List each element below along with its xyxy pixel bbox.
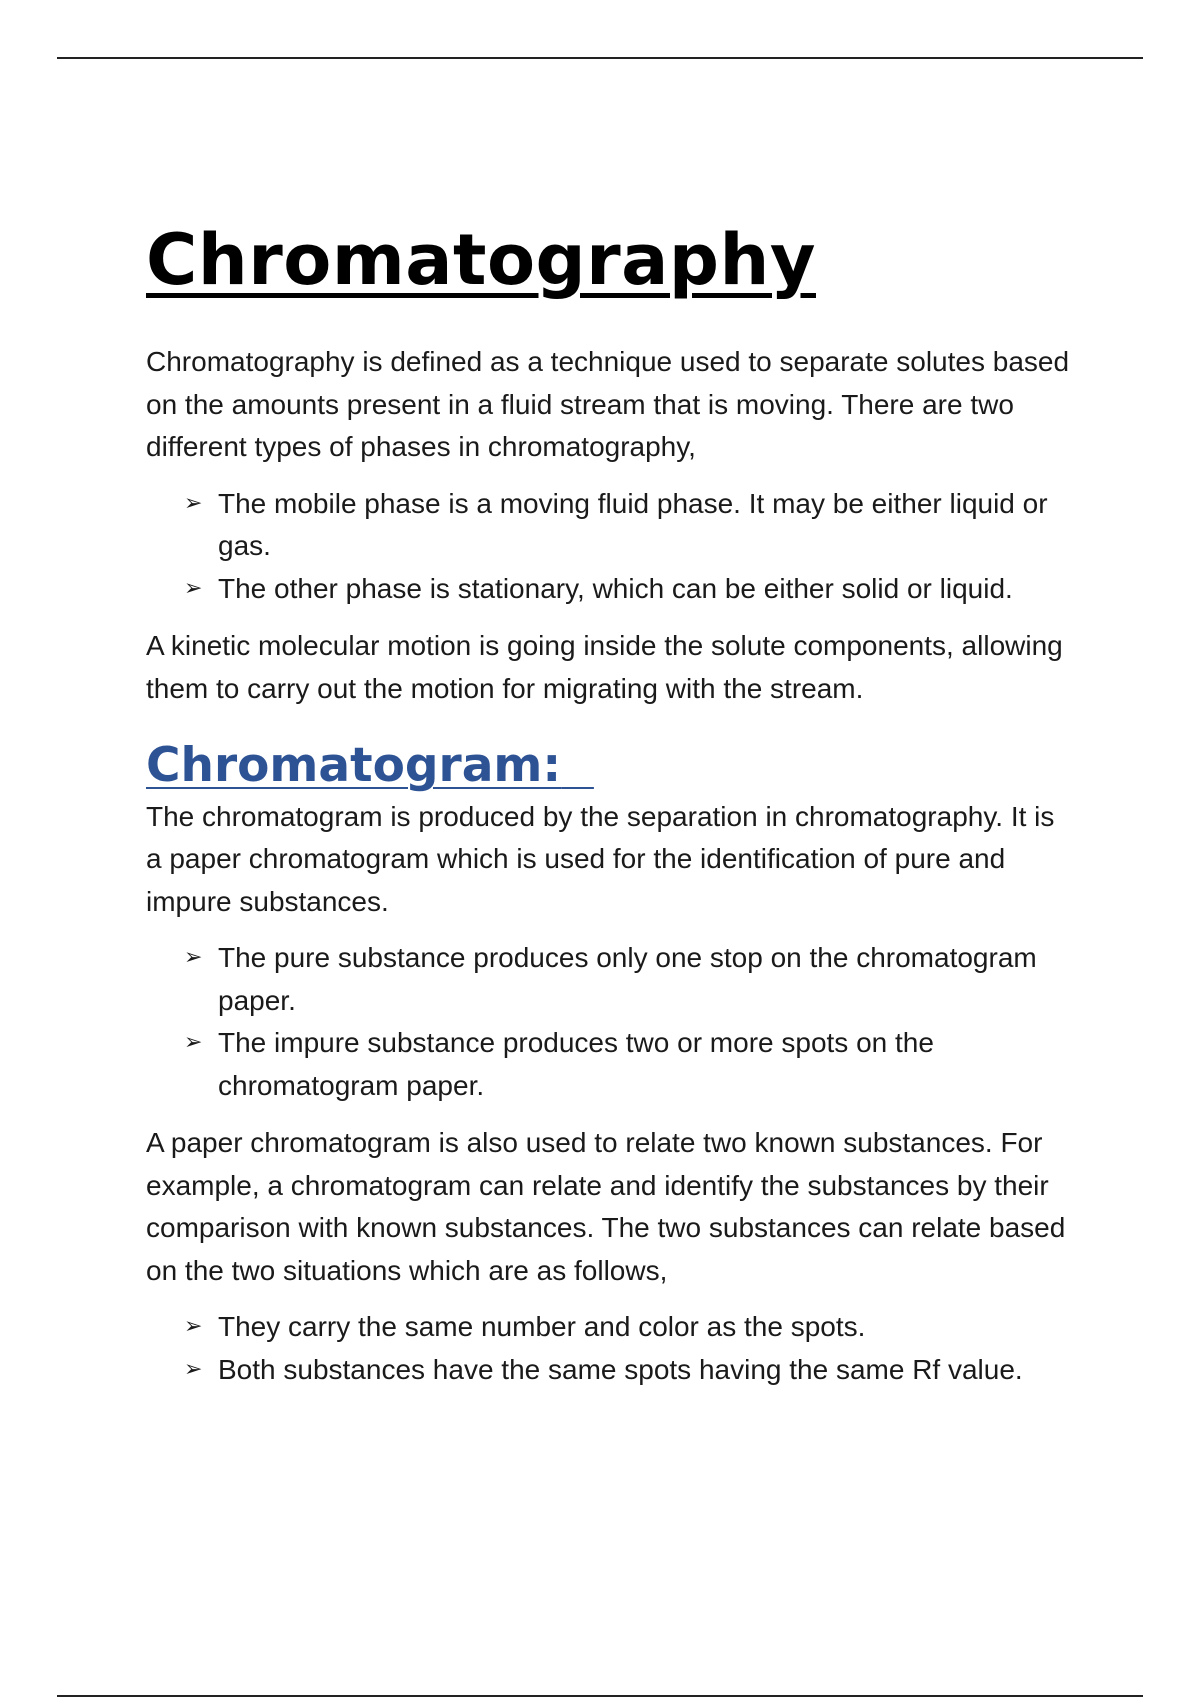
section-heading-chromatogram: Chromatogram:: [146, 738, 562, 793]
list-item: ➢ The other phase is stationary, which can be either solid or liquid.: [146, 568, 1076, 611]
list-item: ➢ The mobile phase is a moving fluid phase. It may be either liquid or gas.: [146, 483, 1076, 568]
arrowhead-icon: ➢: [184, 945, 203, 971]
document-body: [146, 219, 1076, 1406]
arrowhead-icon: ➢: [184, 1356, 203, 1382]
top-rule: [57, 57, 1143, 59]
intro-paragraph: Chromatography is defined as a technique used to separate solutes based on the amounts present in a fluid stream that is moving. There are two different types of phases in chromatography,: [146, 346, 1070, 462]
list-item: ➢ The pure substance produces only one stop on the chromatogram paper.: [146, 937, 1076, 1022]
arrowhead-icon: ➢: [184, 1030, 203, 1056]
chromatogram-paragraph: The chromatogram is produced by the separation in chromatography. It is a paper chromatogram which is used for the identification of pure and impure substances.: [146, 800, 1055, 917]
relate-paragraph: A paper chromatogram is also used to relate two known substances. For example, a chromatogram can relate and identify the substances by their comparison with known substances. The two substances can relate based on the two situations which are as follows,: [146, 1127, 1066, 1286]
page-title: Chromatography: [146, 219, 816, 301]
arrowhead-icon: ➢: [184, 490, 203, 516]
list-item: ➢ The impure substance produces two or more spots on the chromatogram paper.: [146, 1022, 1076, 1107]
list-item: ➢ They carry the same number and color as the spots.: [146, 1306, 1076, 1349]
list-item: ➢ Both substances have the same spots having the same Rf value.: [146, 1349, 1076, 1392]
bottom-rule: [57, 1695, 1143, 1697]
phases-list: [146, 483, 1076, 611]
arrowhead-icon: ➢: [184, 575, 203, 601]
substance-list: [146, 937, 1076, 1107]
relate-list: [146, 1306, 1076, 1391]
arrowhead-icon: ➢: [184, 1314, 203, 1340]
kinetic-paragraph: A kinetic molecular motion is going inside the solute components, allowing them to carry out the motion for migrating with the stream.: [146, 630, 1063, 704]
